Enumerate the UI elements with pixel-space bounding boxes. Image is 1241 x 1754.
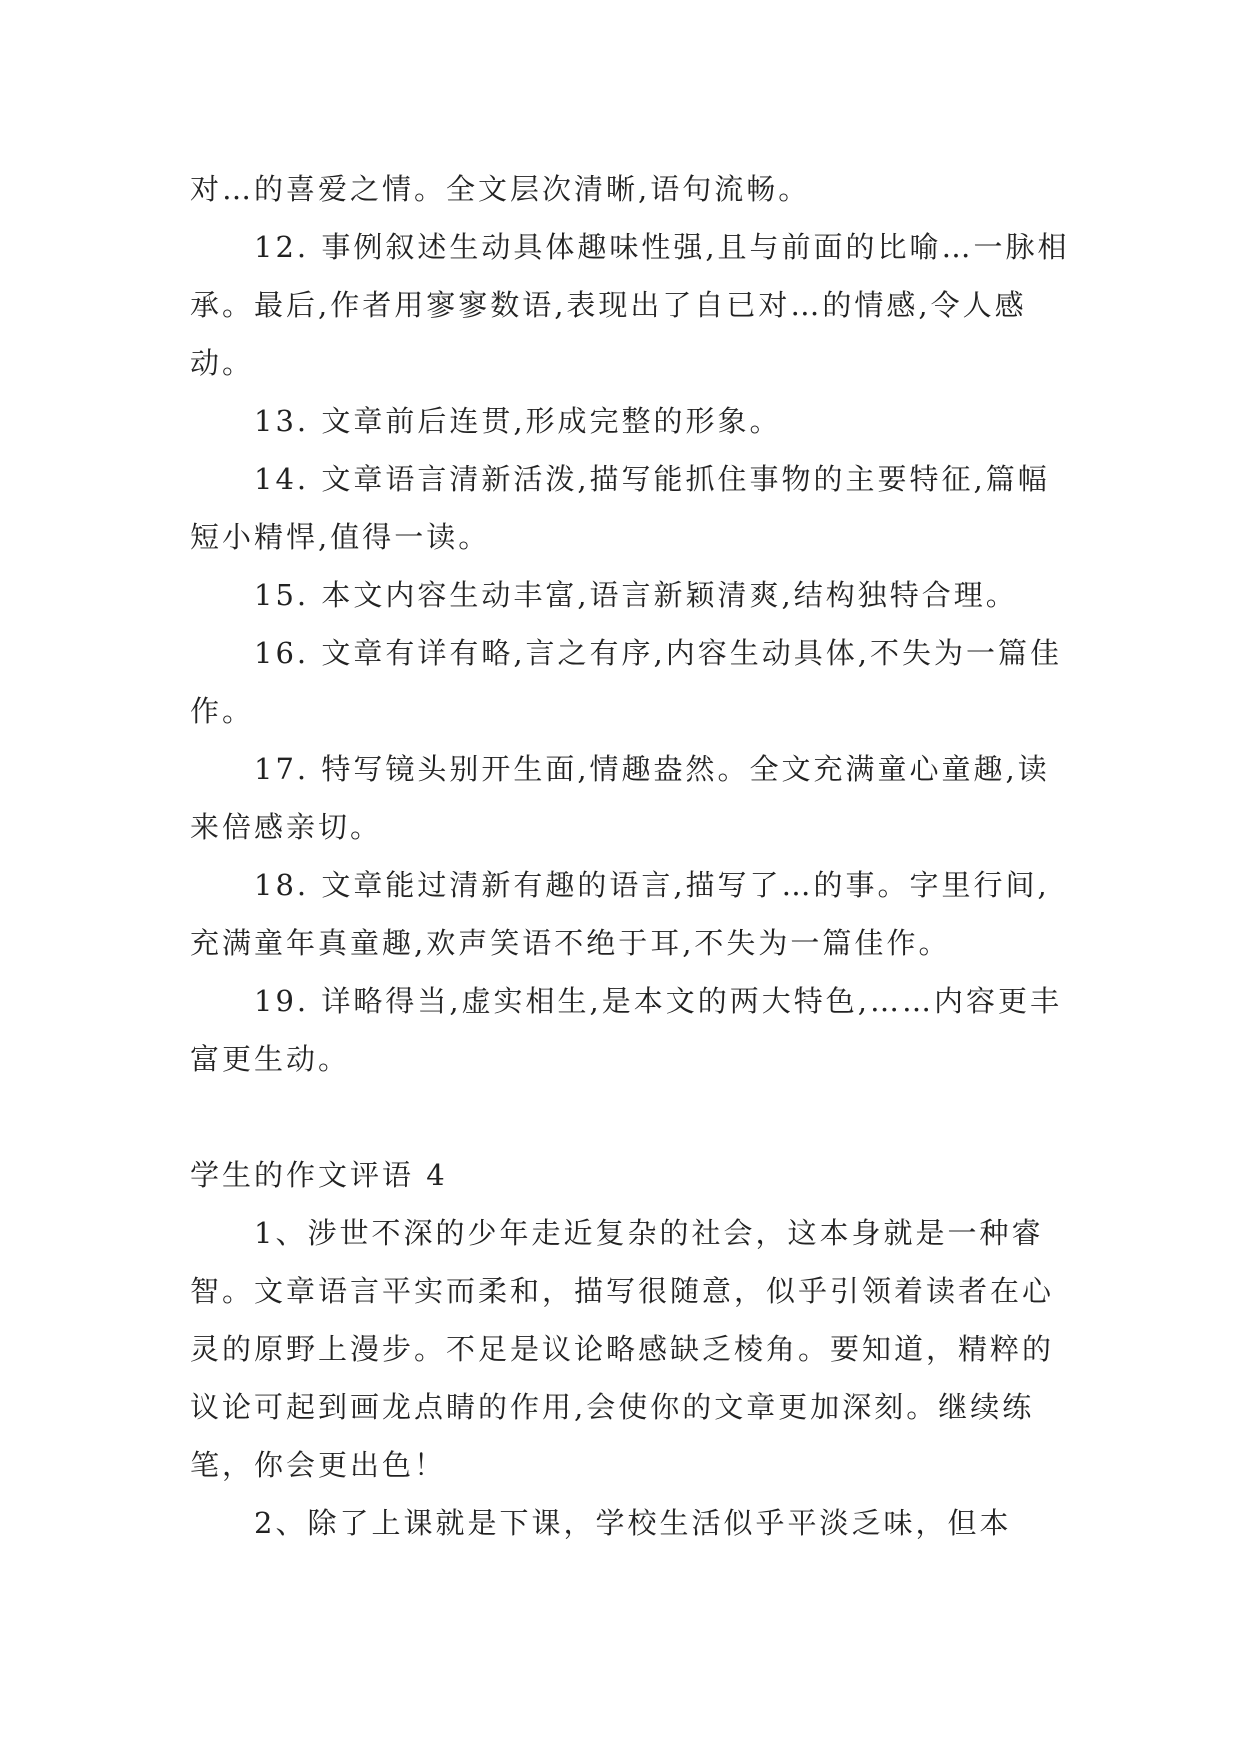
document-body — [190, 160, 1070, 1552]
section-heading: 学生的作文评语 4 — [190, 1158, 448, 1192]
comment-item-14: 14. 文章语言清新活泼,描写能抓住事物的主要特征,篇幅短小精悍,值得一读。 — [190, 462, 1050, 554]
comment-item-16: 16. 文章有详有略,言之有序,内容生动具体,不失为一篇佳作。 — [190, 636, 1062, 728]
comment-item-15: 15. 本文内容生动丰富,语言新颖清爽,结构独特合理。 — [254, 578, 1018, 612]
comment-item-2: 2、除了上课就是下课，学校生活似乎平淡乏味，但本 — [254, 1506, 1012, 1540]
comment-item-17: 17. 特写镜头别开生面,情趣盎然。全文充满童心童趣,读来倍感亲切。 — [190, 752, 1050, 844]
comment-item-1: 1、涉世不深的少年走近复杂的社会，这本身就是一种睿智。文章语言平实而柔和，描写很随意，似乎引领着读者在心灵的原野上漫步。不足是议论略感缺乏棱角。要知道，精粹的议论可起到画龙点睛的作用,会使你的文章更加深刻。继续练笔，你会更出色！ — [190, 1216, 1055, 1482]
comment-item-12: 12. 事例叙述生动具体趣味性强,且与前面的比喻…一脉相承。最后,作者用寥寥数语,表现出了自已对…的情感,令人感动。 — [190, 230, 1070, 380]
comment-item-13: 13. 文章前后连贯,形成完整的形象。 — [254, 404, 782, 438]
comment-item-18: 18. 文章能过清新有趣的语言,描写了…的事。字里行间,充满童年真童趣,欢声笑语不绝于耳,不失为一篇佳作。 — [190, 868, 1050, 960]
comment-item-19: 19. 详略得当,虚实相生,是本文的两大特色,……内容更丰富更生动。 — [190, 984, 1062, 1076]
paragraph-intro-continuation: 对…的喜爱之情。全文层次清晰,语句流畅。 — [190, 172, 811, 206]
